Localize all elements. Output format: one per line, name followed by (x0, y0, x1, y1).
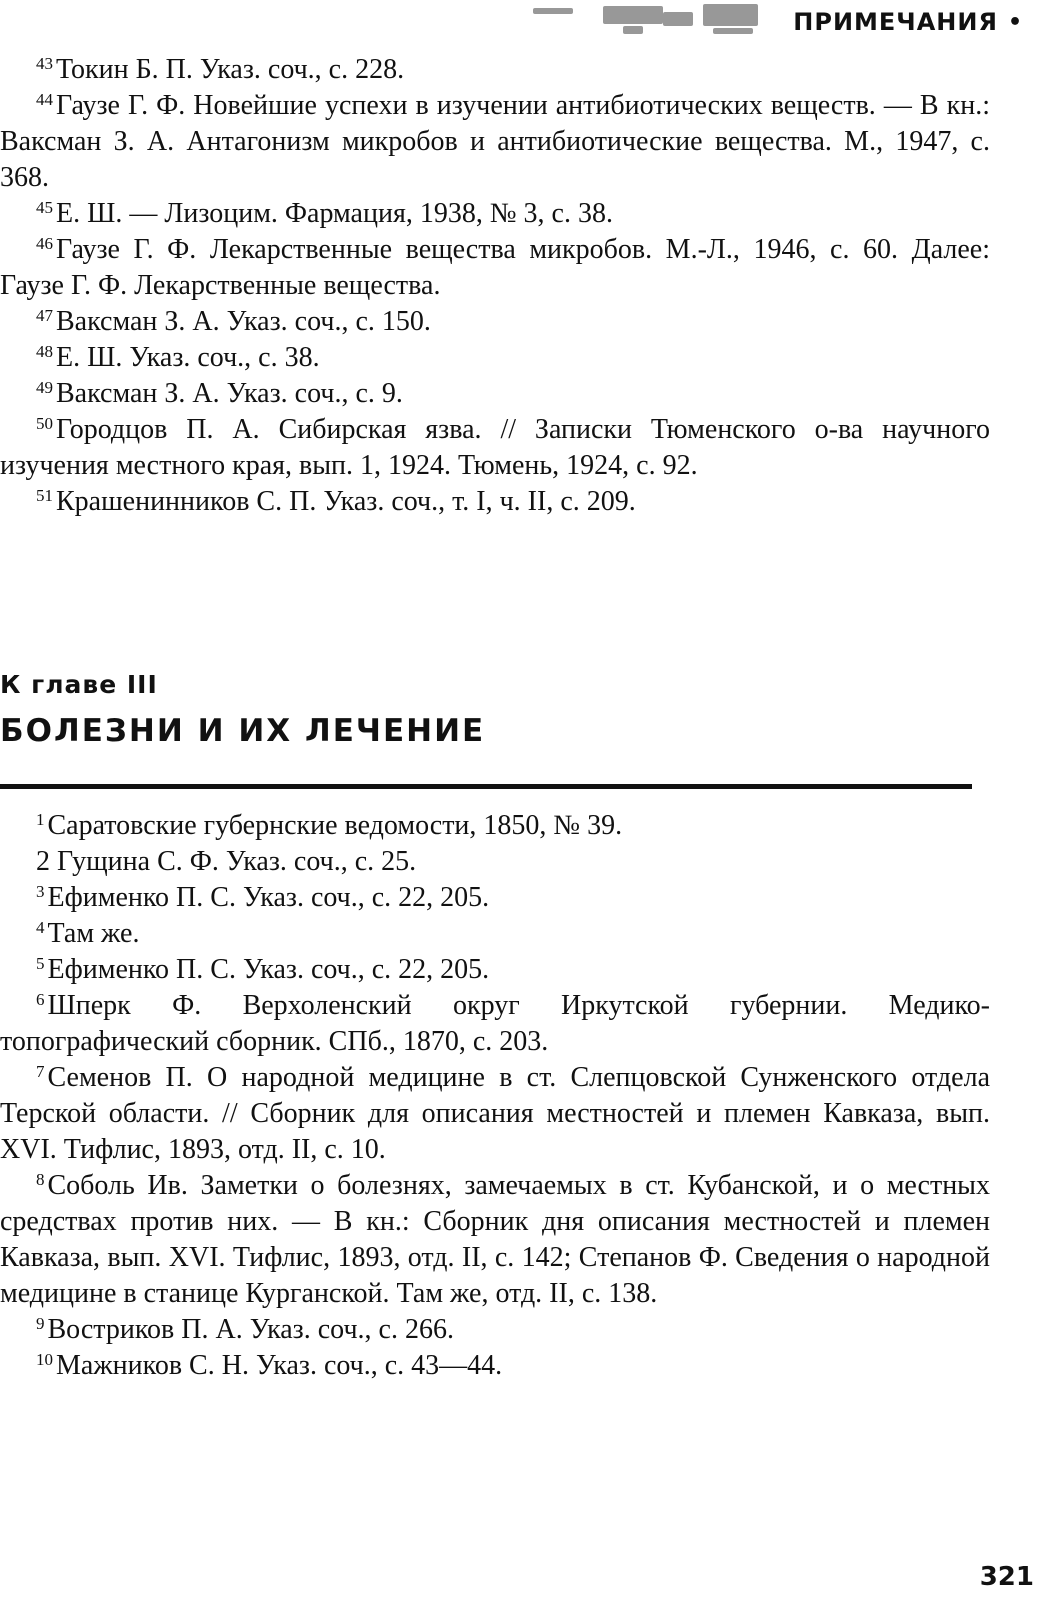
footnote-text: Там же. (47, 918, 140, 949)
footnote (0, 340, 990, 376)
footnote-number: 46 (36, 234, 53, 253)
header-ornament (513, 4, 783, 40)
footnote-number: 48 (36, 342, 53, 361)
footnote-number: 5 (36, 954, 45, 973)
footnote-number: 45 (36, 198, 53, 217)
footnote (0, 1312, 990, 1348)
footnote-text: Семенов П. О народной медицине в ст. Слепцовской Сунженского отдела Терской области. // Сборник для описания местностей и племен Кавказа, вып. XVI. Тифлис, 1893, отд. II, с. 10. (0, 1062, 990, 1165)
running-dot: • (1007, 9, 1022, 35)
footnote-text: Ефименко П. С. Указ. соч., с. 22, 205. (47, 882, 490, 913)
footnote (0, 304, 990, 340)
footnote-number: 50 (36, 414, 53, 433)
footnote-number: 9 (36, 1314, 45, 1333)
footnote (0, 988, 990, 1060)
footnote-number: 3 (36, 882, 45, 901)
footnote-text: 2 Гущина С. Ф. Указ. соч., с. 25. (36, 846, 417, 877)
footnote-text: Гаузе Г. Ф. Новейшие успехи в изучении антибиотических веществ. — В кн.: Ваксман З. А. Антагонизм микробов и антибиотические вещества. М., 1947, с. 368. (0, 90, 990, 193)
footnote-number: 10 (36, 1350, 53, 1369)
footnote-text: Токин Б. П. Указ. соч., с. 228. (56, 54, 405, 85)
notes-list-top (0, 52, 990, 520)
footnote (0, 484, 990, 520)
footnote-number: 44 (36, 90, 53, 109)
footnote-text: Ефименко П. С. Указ. соч., с. 22, 205. (47, 954, 490, 985)
footnote-text: Мажников С. Н. Указ. соч., с. 43—44. (56, 1350, 503, 1381)
footnote-text: Е. Ш. Указ. соч., с. 38. (56, 342, 320, 373)
footnote-number: 43 (36, 54, 53, 73)
footnote-number: 51 (36, 486, 53, 505)
footnote (0, 1348, 990, 1384)
footnote (0, 1168, 990, 1312)
footnote-text: Востриков П. А. Указ. соч., с. 266. (47, 1314, 454, 1345)
footnote (0, 808, 990, 844)
running-title: ПРИМЕЧАНИЯ (793, 8, 998, 36)
footnote (0, 88, 990, 196)
footnote-number: 1 (36, 810, 45, 829)
footnote (0, 1060, 990, 1168)
footnote-text: Е. Ш. — Лизоцим. Фармация, 1938, № 3, с. 38. (56, 198, 613, 229)
footnote (0, 196, 990, 232)
footnote-text: Соболь Ив. Заметки о болезнях, замечаемых в ст. Кубанской, и о местных средствах против них. — В кн.: Сборник дня описания местностей и племен Кавказа, вып. XVI. Тифлис, 1893, отд. II, с. 142; Степанов Ф. Сведения о народной медицине в станице Курганской. Там же, отд. II, с. 138. (0, 1170, 990, 1309)
footnote-number: 7 (36, 1062, 45, 1081)
footnote (0, 232, 990, 304)
footnote-number: 4 (36, 918, 45, 937)
page-number: 321 (979, 1562, 1034, 1592)
footnote (0, 952, 990, 988)
footnote (0, 880, 990, 916)
footnote (0, 916, 990, 952)
footnote-number: 49 (36, 378, 53, 397)
footnote-text: Гаузе Г. Ф. Лекарственные вещества микробов. М.-Л., 1946, с. 60. Далее: Гаузе Г. Ф. Лекарственные вещества. (0, 234, 990, 301)
footnote-number: 6 (36, 990, 45, 1009)
footnote-text: Ваксман З. А. Указ. соч., с. 9. (56, 378, 403, 409)
footnote-text: Шперк Ф. Верхоленский округ Иркутской губернии. Медико-топографический сборник. СПб., 1870, с. 203. (0, 990, 990, 1057)
footnote-text: Городцов П. А. Сибирская язва. // Записки Тюменского о-ва научного изучения местного края, вып. 1, 1924. Тюмень, 1924, с. 92. (0, 414, 990, 481)
chapter-divider (0, 784, 972, 789)
footnote-text: Саратовские губернские ведомости, 1850, № 39. (47, 810, 623, 841)
footnote (0, 52, 990, 88)
footnote (0, 412, 990, 484)
footnote-number: 47 (36, 306, 53, 325)
footnote (0, 844, 990, 880)
notes-list-bottom (0, 808, 990, 1384)
running-header (513, 2, 1022, 42)
footnote (0, 376, 990, 412)
chapter-title: БОЛЕЗНИ И ИХ ЛЕЧЕНИЕ (0, 713, 486, 749)
footnote-text: Крашенинников С. П. Указ. соч., т. I, ч. II, с. 209. (56, 486, 636, 517)
footnote-number: 8 (36, 1170, 45, 1189)
chapter-label: К главе III (0, 670, 158, 699)
footnote-text: Ваксман З. А. Указ. соч., с. 150. (56, 306, 431, 337)
